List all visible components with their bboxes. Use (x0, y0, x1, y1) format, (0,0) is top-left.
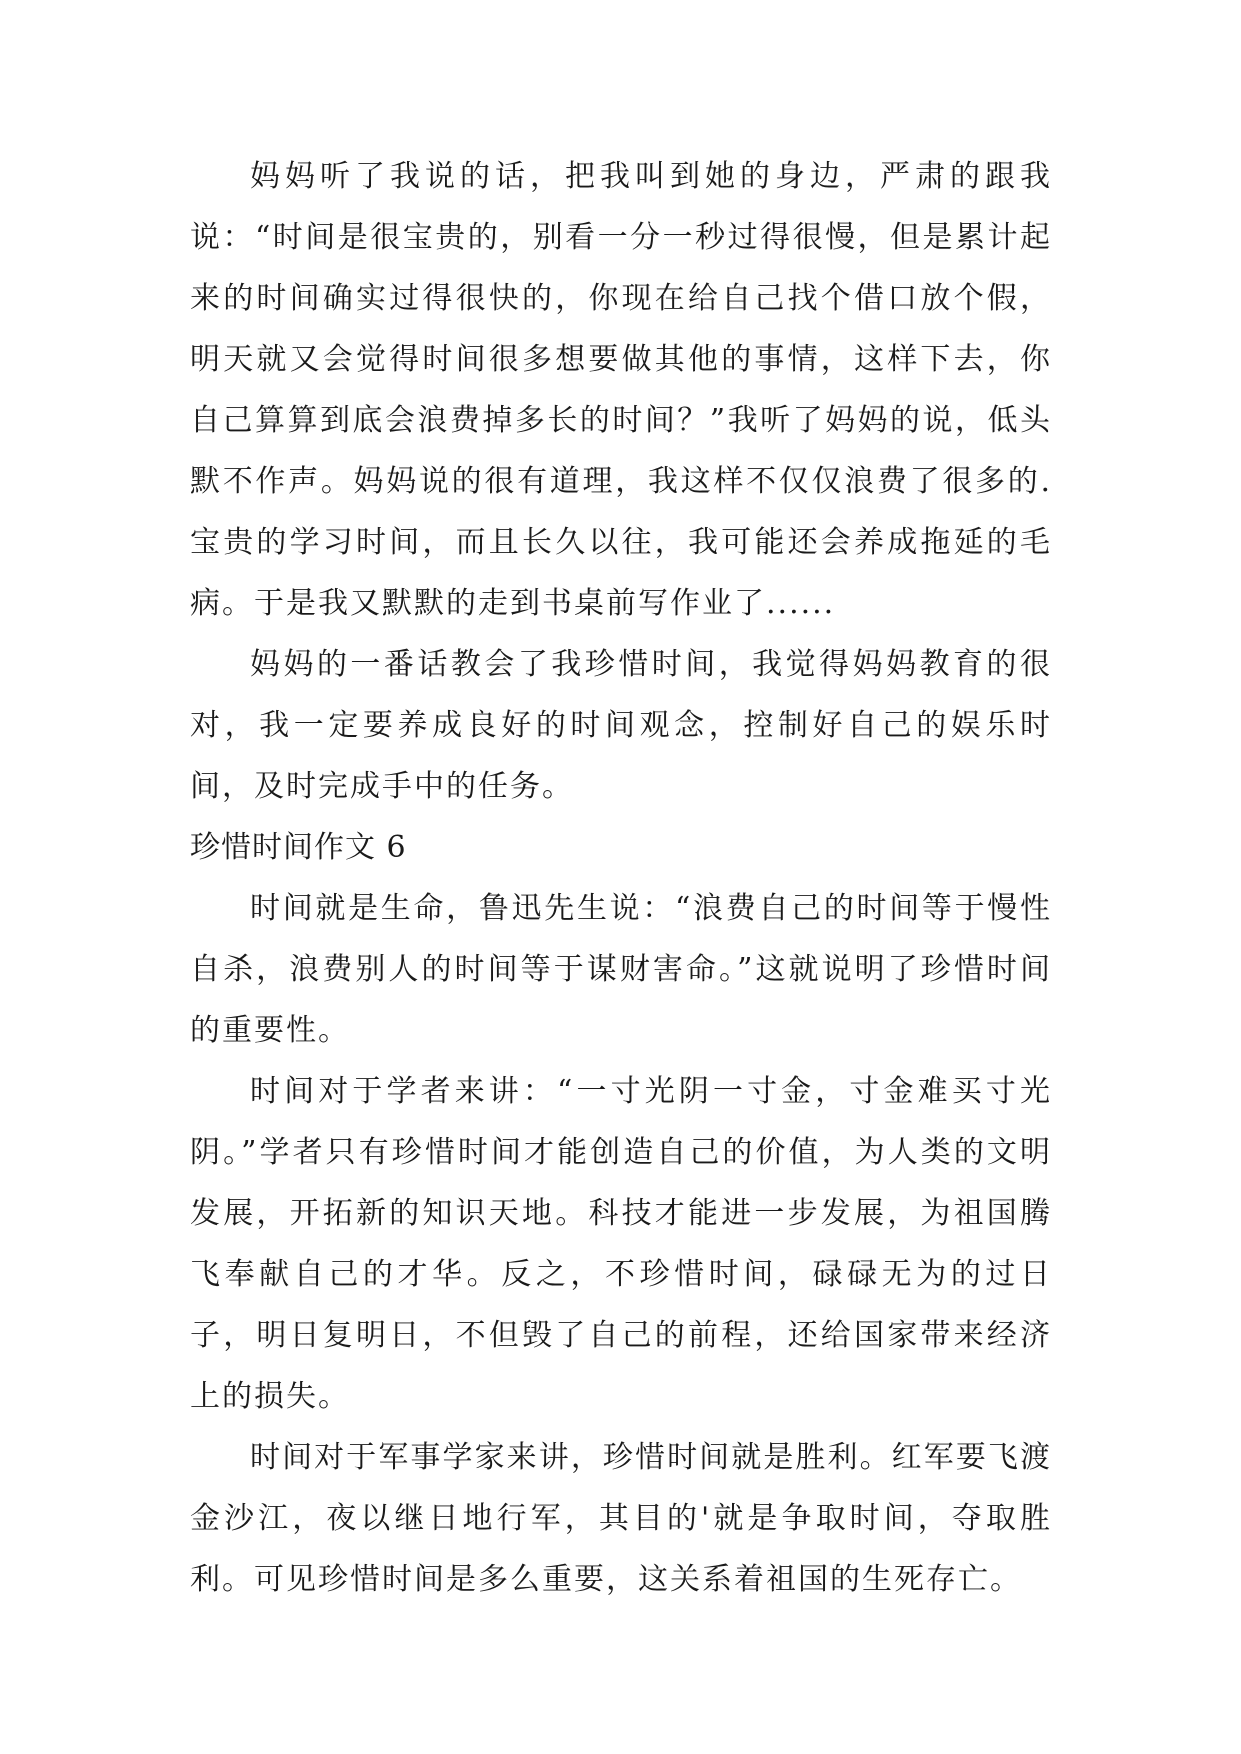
paragraph-scholars: 时间对于学者来讲：“一寸光阴一寸金，寸金难买寸光阴。”学者只有珍惜时间才能创造自己的价值，为人类的文明发展，开拓新的知识天地。科技才能进一步发展，为祖国腾飞奉献自己的才华。反之，不珍惜时间，碌碌无为的过日子，明日复明日，不但毁了自己的前程，还给国家带来经济上的损失。 (190, 1074, 1052, 1414)
essay-heading: 珍惜时间作文 6 (190, 830, 407, 865)
document-page (190, 146, 1052, 1610)
paragraph-lesson-learned: 妈妈的一番话教会了我珍惜时间，我觉得妈妈教育的很对，我一定要养成良好的时间观念，控制好自己的娱乐时间，及时完成手中的任务。 (190, 647, 1052, 804)
paragraph-mother-speech: 妈妈听了我说的话，把我叫到她的身边，严肃的跟我说：“时间是很宝贵的，别看一分一秒过得很慢，但是累计起来的时间确实过得很快的，你现在给自己找个借口放个假，明天就又会觉得时间很多想要做其他的事情，这样下去，你自己算算到底会浪费掉多长的时间？”我听了妈妈的说，低头默不作声。妈妈说的很有道理，我这样不仅仅浪费了很多的.宝贵的学习时间，而且长久以往，我可能还会养成拖延的毛病。于是我又默默的走到书桌前写作业了...... (190, 159, 1052, 621)
paragraph-time-is-life: 时间就是生命，鲁迅先生说：“浪费自己的时间等于慢性自杀，浪费别人的时间等于谋财害命。”这就说明了珍惜时间的重要性。 (190, 891, 1052, 1048)
paragraph-military: 时间对于军事学家来讲，珍惜时间就是胜利。红军要飞渡金沙江，夜以继日地行军，其目的'就是争取时间，夺取胜利。可见珍惜时间是多么重要，这关系着祖国的生死存亡。 (190, 1440, 1052, 1597)
